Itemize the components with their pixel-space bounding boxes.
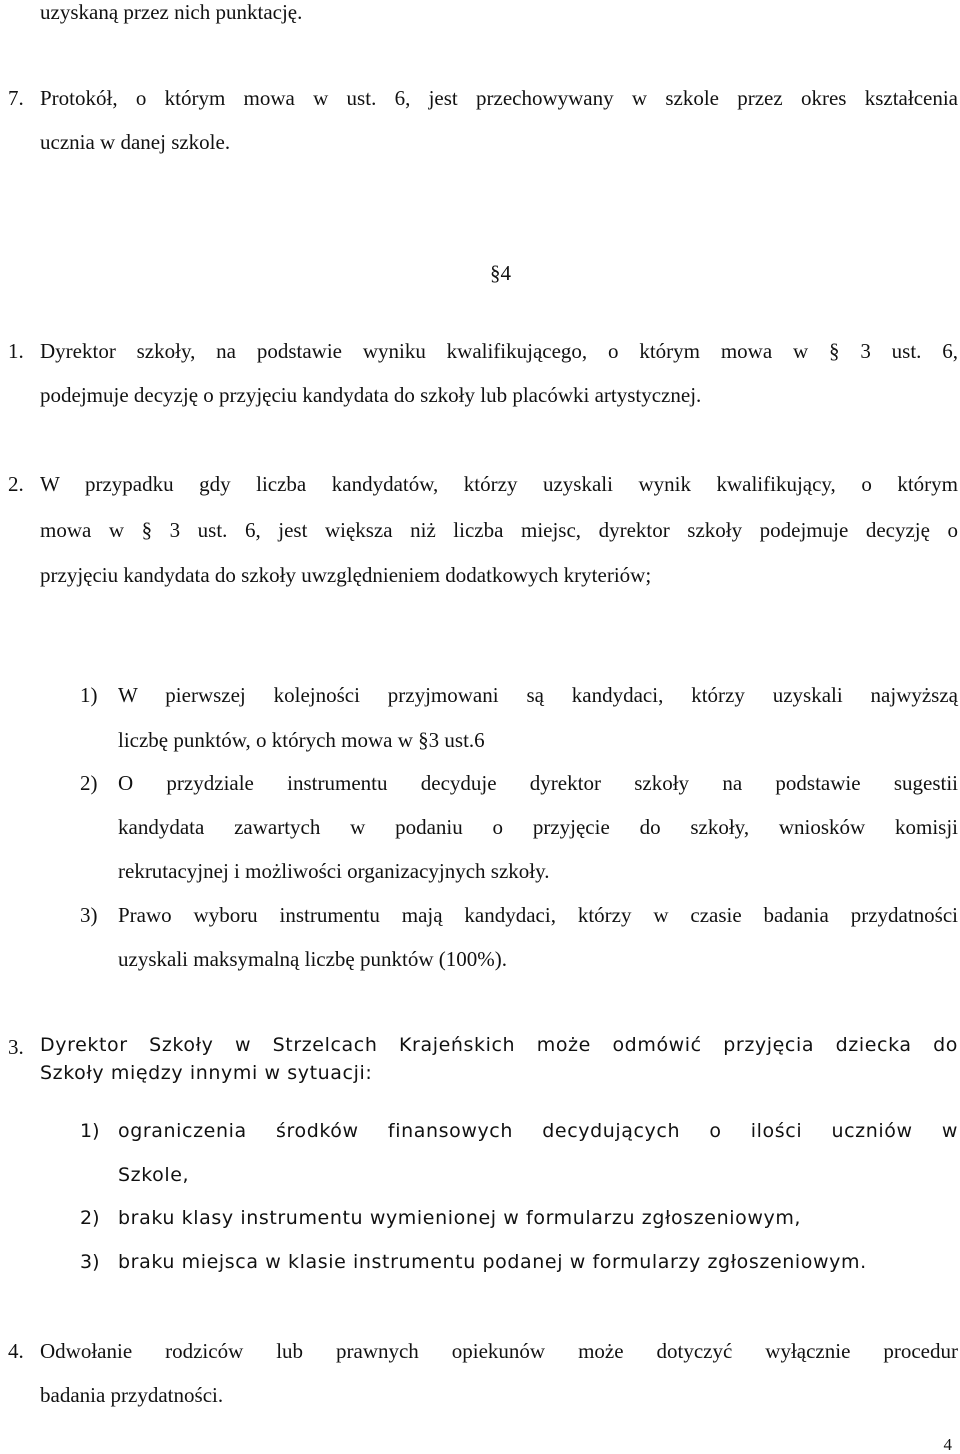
list-item-line: uzyskali maksymalną liczbę punktów (100%). [118,947,507,971]
list-item-line: ograniczenia środków finansowych decydujących o ilości uczniów w [118,1120,958,1142]
list-item-number: 3) [80,1251,100,1273]
text-line: Odwołanie rodziców lub prawnych opiekunów może dotyczyć wyłącznie procedur [40,1339,958,1363]
text-line: przyjęciu kandydata do szkoły uwzględnieniem dodatkowych kryteriów; [40,563,652,587]
list-item-number: 1) [80,683,98,707]
list-item-number: 3) [80,903,98,927]
list-item-number: 2) [80,1207,100,1229]
text-line: W przypadku gdy liczba kandydatów, którzy uzyskali wynik kwalifikujący, o którym [40,472,958,496]
paragraph-number: 4. [8,1339,24,1363]
text-line: Protokół, o którym mowa w ust. 6, jest przechowywany w szkole przez okres kształcenia [40,86,958,110]
text-line: Szkoły między innymi w sytuacji: [40,1062,373,1084]
section-heading: §4 [490,261,511,285]
paragraph-number: 1. [8,339,24,363]
text-line: mowa w § 3 ust. 6, jest większa niż liczba miejsc, dyrektor szkoły podejmuje decyzję o [40,518,958,542]
list-item-line: Szkole, [118,1164,190,1186]
text-line: podejmuje decyzję o przyjęciu kandydata do szkoły lub placówki artystycznej. [40,383,702,407]
list-item-line: O przydziale instrumentu decyduje dyrektor szkoły na podstawie sugestii [118,771,958,795]
list-item-line: W pierwszej kolejności przyjmowani są kandydaci, którzy uzyskali najwyższą [118,683,958,707]
text-line: badania przydatności. [40,1383,224,1407]
list-item-line: braku miejsca w klasie instrumentu podanej w formularzy zgłoszeniowym. [118,1251,867,1273]
item-number: 7. [8,86,24,110]
list-item-line: kandydata zawartych w podaniu o przyjęcie do szkoły, wniosków komisji [118,815,958,839]
list-item-line: Prawo wyboru instrumentu mają kandydaci, którzy w czasie badania przydatności [118,903,958,927]
text-line: Dyrektor Szkoły w Strzelcach Krajeńskich może odmówić przyjęcia dziecka do [40,1034,958,1056]
list-item-line: braku klasy instrumentu wymienionej w formularzu zgłoszeniowym, [118,1207,802,1229]
paragraph-number: 3. [8,1035,24,1059]
text-line: ucznia w danej szkole. [40,130,231,154]
list-item-number: 2) [80,771,98,795]
text-line: uzyskaną przez nich punktację. [40,0,303,24]
text-line: Dyrektor szkoły, na podstawie wyniku kwalifikującego, o którym mowa w § 3 ust. 6, [40,339,958,363]
list-item-line: liczbę punktów, o których mowa w §3 ust.6 [118,728,485,752]
list-item-number: 1) [80,1120,100,1142]
paragraph-number: 2. [8,472,24,496]
list-item-line: rekrutacyjnej i możliwości organizacyjnych szkoły. [118,859,550,883]
page-number: 4 [943,1435,952,1454]
